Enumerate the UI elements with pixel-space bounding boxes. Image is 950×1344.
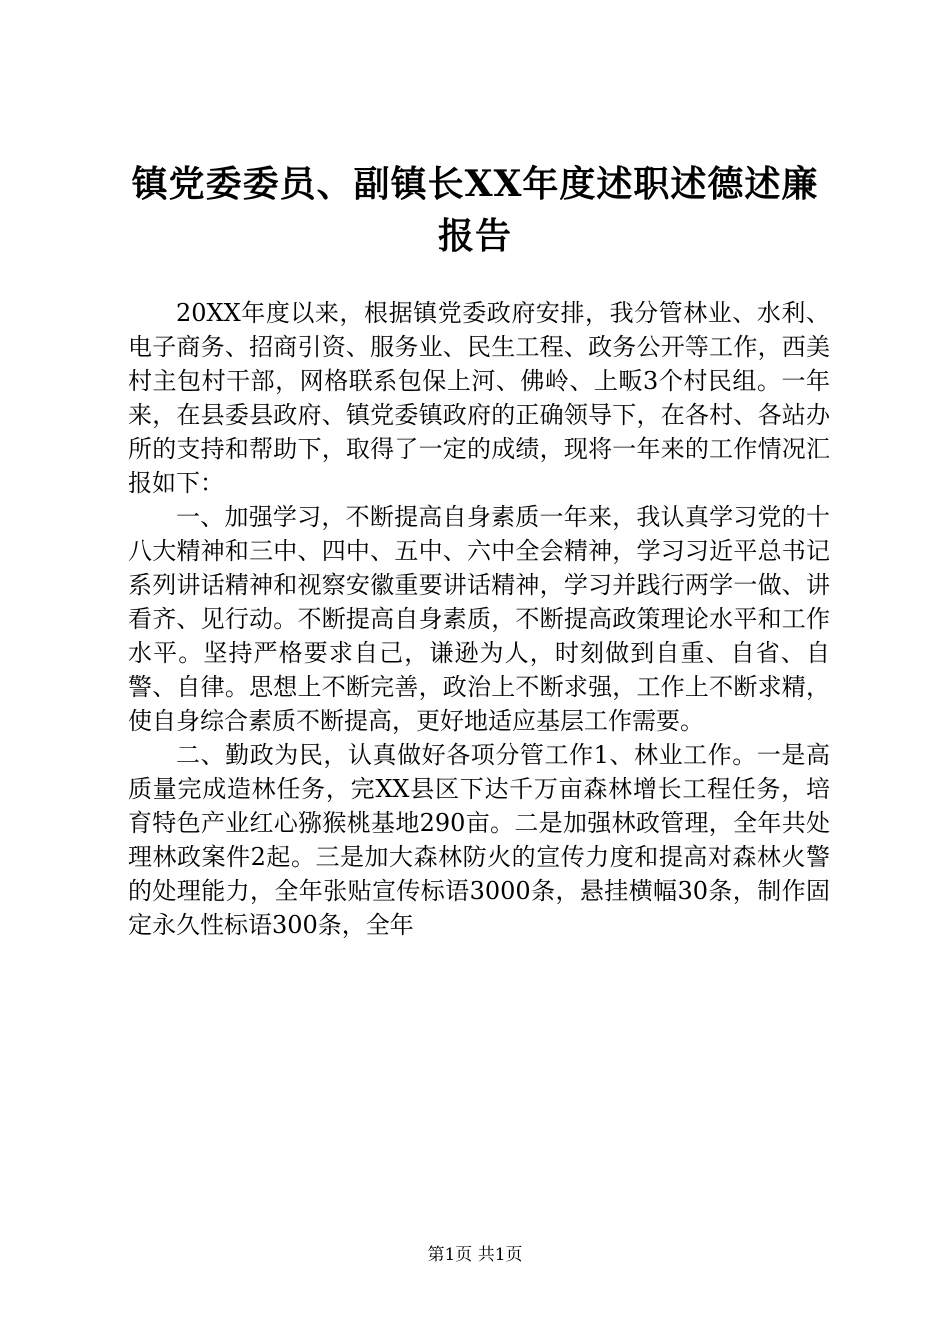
paragraph-intro: 20XX年度以来，根据镇党委政府安排，我分管林业、水利、电子商务、招商引资、服务业、民生工程、政务公开等工作，西美村主包村干部，网格联系包保上河、佛岭、上畈3个村民组。一年来，在县委县政府、镇党委镇政府的正确领导下，在各村、各站办所的支持和帮助下，取得了一定的成绩，现将一年来的工作情况汇报如下：	[128, 299, 830, 497]
paragraph-work: 二、勤政为民，认真做好各项分管工作1、林业工作。一是高质量完成造林任务，完XX县区下达千万亩森林增长工程任务，培育特色产业红心猕猴桃基地290亩。二是加强林政管理，全年共处理林政案件2起。三是加大森林防火的宣传力度和提高对森林火警的处理能力，全年张贴宣传标语3000条，悬挂横幅30条，制作固定永久性标语300条，全年	[128, 741, 830, 939]
page-footer: 第1页 共1页	[427, 1245, 523, 1265]
paragraph-study: 一、加强学习，不断提高自身素质一年来，我认真学习党的十八大精神和三中、四中、五中、六中全会精神，学习习近平总书记系列讲话精神和视察安徽重要讲话精神，学习并践行两学一做、讲看齐、见行动。不断提高自身素质，不断提高政策理论水平和工作水平。坚持严格要求自己，谦逊为人，时刻做到自重、自省、自警、自律。思想上不断完善，政治上不断求强，工作上不断求精，使自身综合素质不断提高，更好地适应基层工作需要。	[128, 503, 830, 735]
document-title: 镇党委委员、副镇长XX年度述职述德述廉报告	[131, 163, 819, 257]
document-body	[128, 296, 830, 942]
